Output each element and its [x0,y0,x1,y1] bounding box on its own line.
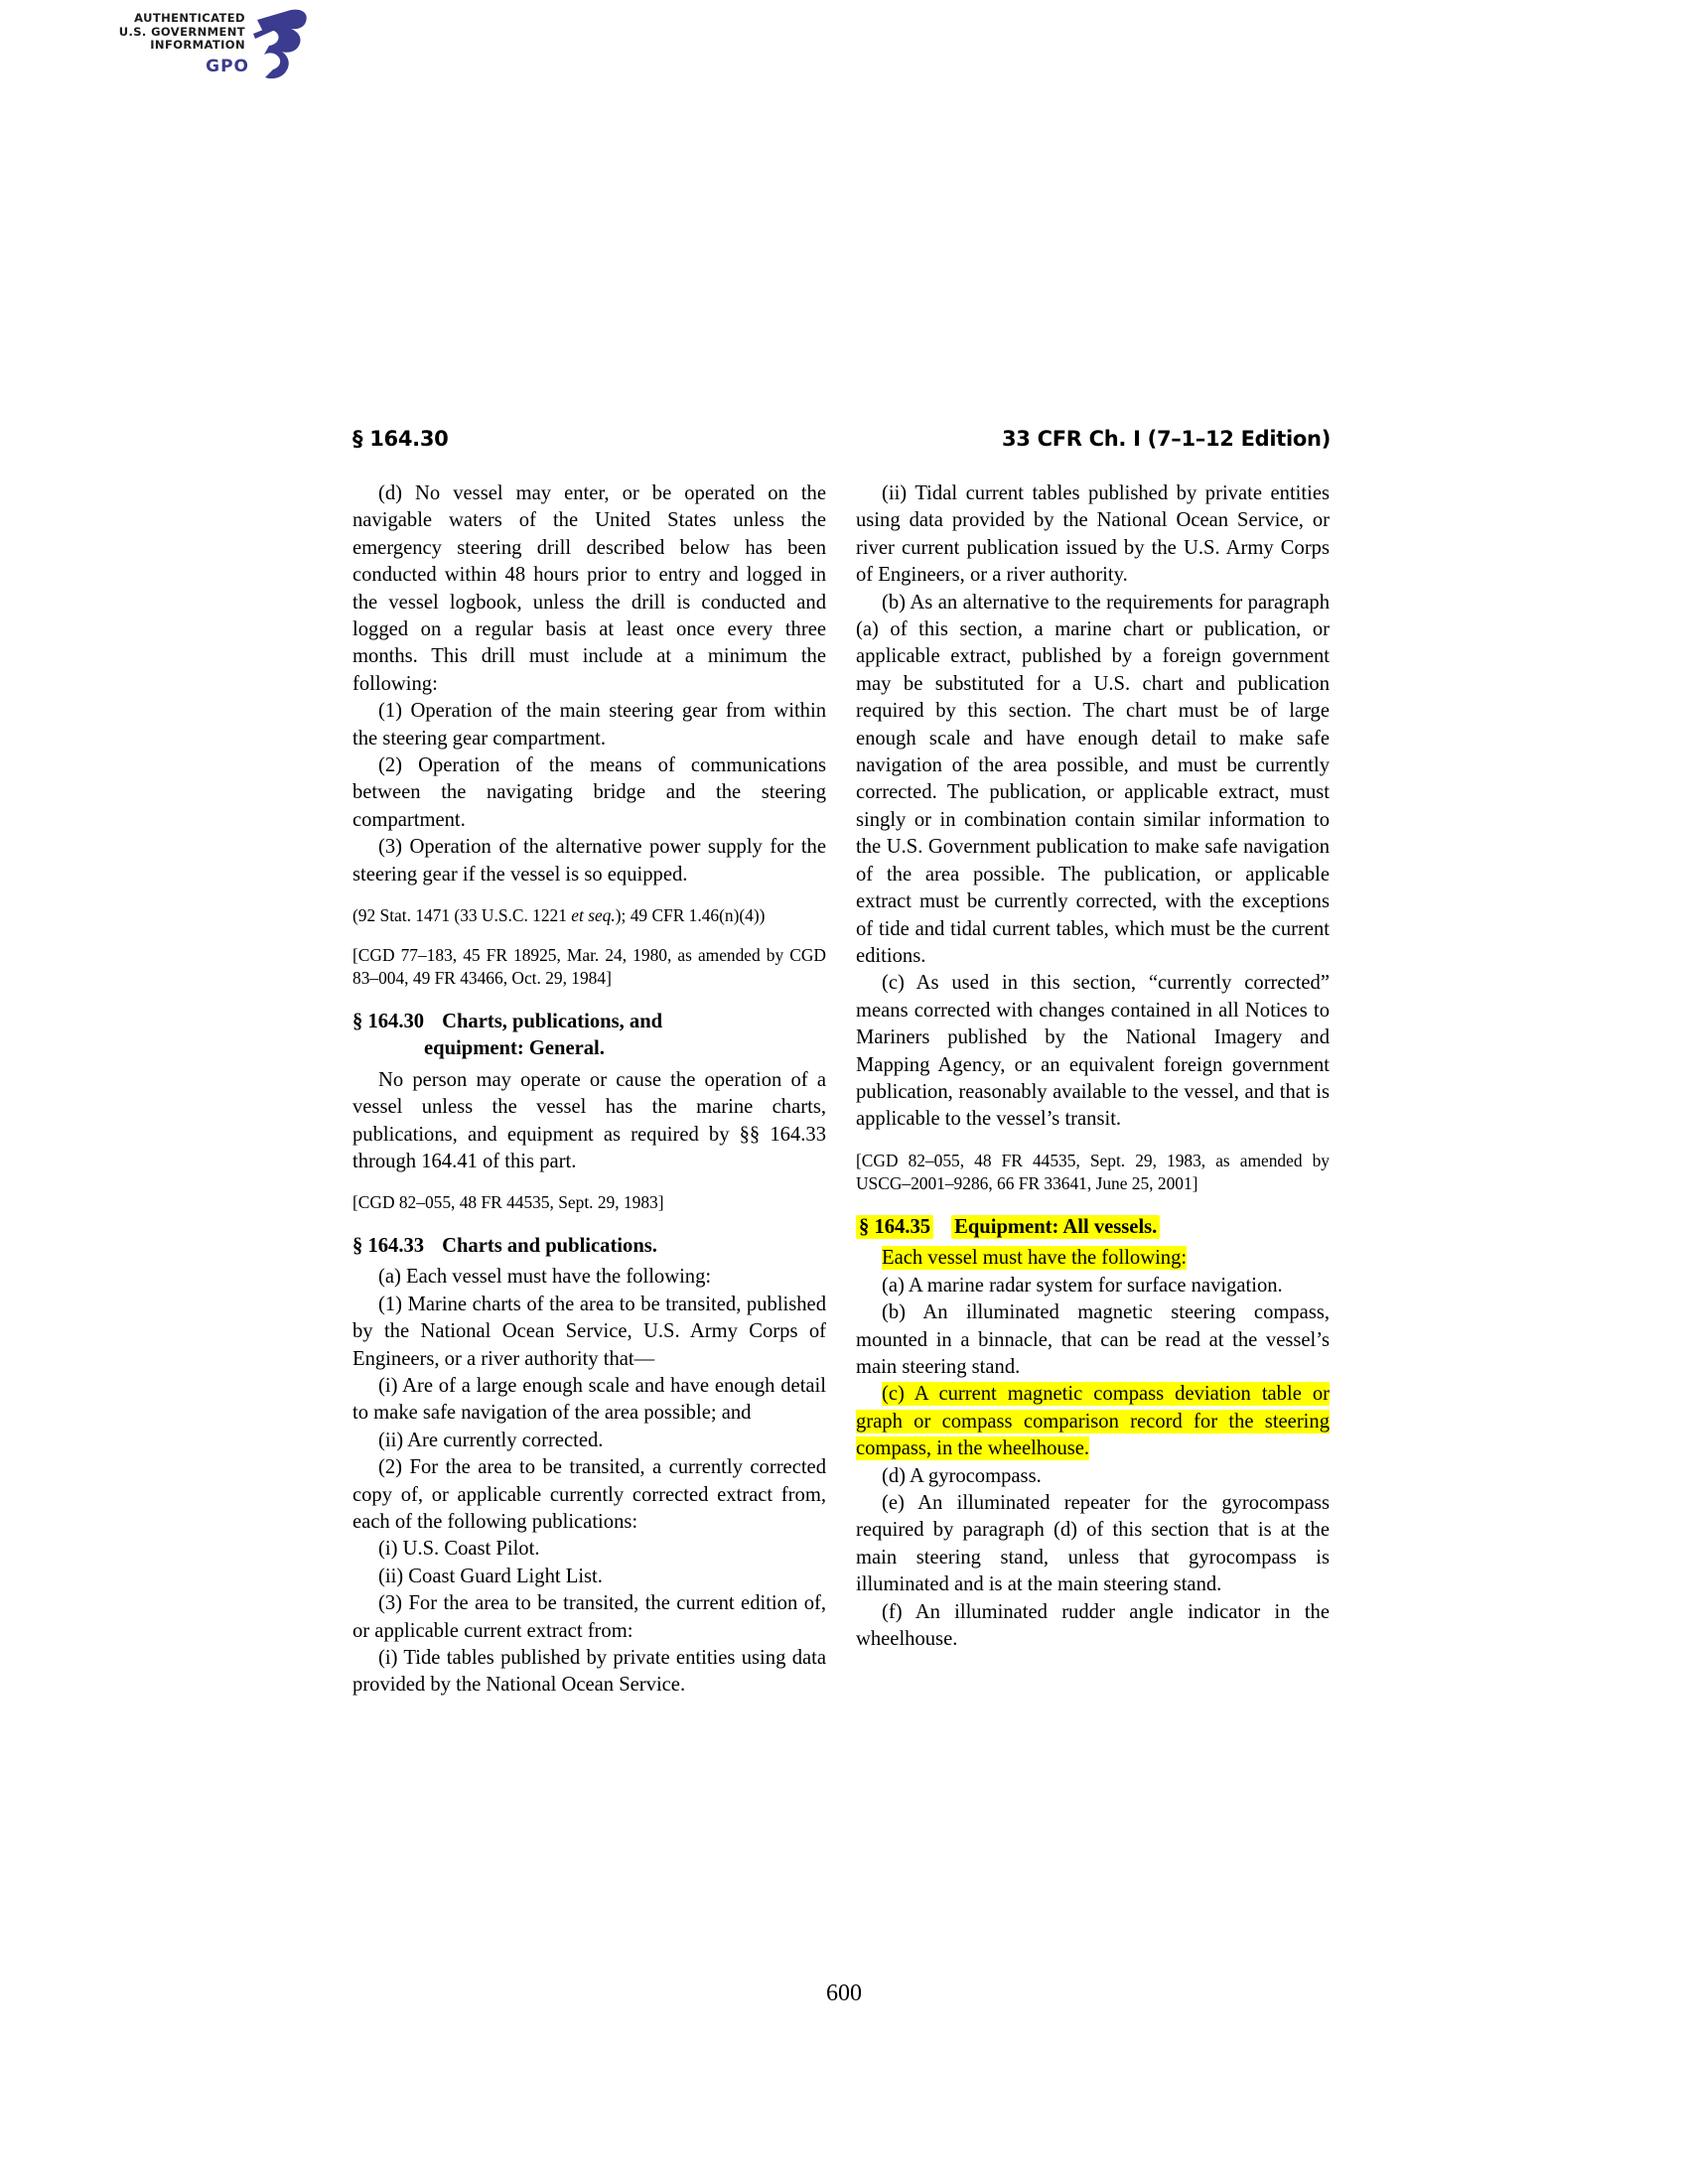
gpo-logo-text [119,12,245,53]
section-heading-164-33-number: § 164.33 [352,1234,425,1257]
left-column [352,480,826,1700]
section-heading-164-30-title-line2: equipment: General. [424,1037,605,1060]
paragraph-d-1: (1) Operation of the main steering gear from within the steering gear compartment. [352,700,826,750]
paragraph-a: (a) Each vessel must have the following: [378,1266,712,1289]
paragraph-a-1: (1) Marine charts of the area to be transited, published by the National Ocean Service, U.S. Army Corps of Engineers, or a river authority that— [352,1293,826,1370]
section-heading-164-35 [856,1214,1330,1241]
section-heading-164-33 [352,1233,826,1260]
paragraph-a-1-ii: (ii) Are currently corrected. [378,1429,604,1451]
paragraph-eq-d: (d) A gyrocompass. [882,1464,1042,1487]
section-164-30-body: No person may operate or cause the operation of a vessel unless the vessel has the marine charts, publications, and equipment as required by §§ 164.33 through 164.41 of this part. [352,1068,826,1172]
running-head-section: § 164.30 [352,427,449,451]
citation-statute-pre: (92 Stat. 1471 (33 U.S.C. 1221 [352,905,572,926]
paragraph-d-2: (2) Operation of the means of communications between the navigating bridge and the steering compartment. [352,754,826,831]
running-head [352,427,1331,451]
paragraph-eq-b: (b) An illuminated magnetic steering compass, mounted in a binnacle, that can be read at the vessel’s main steering stand. [856,1301,1330,1378]
right-column [856,480,1330,1700]
eagle-icon [251,8,313,82]
gpo-logo-mark: GPO [206,57,249,76]
paragraph-a-2-i: (i) U.S. Coast Pilot. [378,1538,540,1561]
section-heading-164-30 [352,1009,826,1063]
paragraph-a-3-ii: (ii) Tidal current tables published by private entities using data provided by the National Ocean Service, or river current publication issued by the U.S. Army Corps of Engineers, or a river authority. [856,482,1330,587]
paragraph-eq-e: (e) An illuminated repeater for the gyrocompass required by paragraph (d) of this section that is at the main steering stand, unless that gyrocompass is illuminated and is at the main steering stand. [856,1492,1330,1596]
paragraph-d: (d) No vessel may enter, or be operated on the navigable waters of the United States unless the emergency steering drill described below has been conducted within 48 hours prior to entry and logged in the vessel logbook, unless the drill is conducted and logged on a regular basis at least once every three months. This drill must include at a minimum the following: [352,482,826,695]
citation-statute-italic: et seq. [571,905,616,926]
paragraph-d-3: (3) Operation of the alternative power supply for the steering gear if the vessel is so equipped. [352,836,826,886]
section-heading-164-35-title: Equipment: All vessels. [951,1215,1160,1239]
citation-statute-post: ); 49 CFR 1.46(n)(4)) [615,905,766,926]
gpo-authentication-logo [94,8,313,82]
paragraph-a-3-i: (i) Tide tables published by private entities using data provided by the National Ocean Service. [352,1647,826,1697]
paragraph-a-2-ii: (ii) Coast Guard Light List. [378,1565,603,1587]
gpo-logo-line-2: U.S. GOVERNMENT [118,24,245,39]
paragraph-b: (b) As an alternative to the requirements for paragraph (a) of this section, a marine chart or publication, or applicable extract, published by a foreign government may be substituted for a U.S. chart and publication required by this section. The chart must be of large enough scale and have enough detail to make safe navigation of the area possible, and must be currently corrected. The publication, or applicable extract, must singly or in combination contain similar information to the U.S. Government publication to make safe navigation of the area possible. The publication, or applicable extract must be currently corrected, with the exceptions of tide and tidal current tables, which must be the current editions. [856,591,1330,967]
paragraph-a-2: (2) For the area to be transited, a currently corrected copy of, or applicable currently corrected extract from, each of the following publications: [352,1456,826,1533]
running-head-edition: 33 CFR Ch. I (7–1–12 Edition) [1002,427,1331,451]
citation-cgd-77-183: [CGD 77–183, 45 FR 18925, Mar. 24, 1980, as amended by CGD 83–004, 49 FR 43466, Oct. 29, 1984] [352,944,826,989]
citation-statute [352,904,826,928]
paragraph-c: (c) As used in this section, “currently corrected” means corrected with changes contained in all Notices to Mariners published by the National Imagery and Mapping Agency, or an equivalent foreign government publication, reasonably available to the vessel, and that is applicable to the vessel’s transit. [856,972,1330,1131]
section-heading-164-35-number: § 164.35 [856,1215,933,1239]
paragraph-a-1-i: (i) Are of a large enough scale and have enough detail to make safe navigation of the area possible; and [352,1374,826,1425]
paragraph-eq-c [856,1381,1330,1462]
section-heading-164-33-title: Charts and publications. [442,1234,657,1257]
paragraph-a-3: (3) For the area to be transited, the current edition of, or applicable current extract from: [352,1592,826,1642]
page-number: 600 [826,1980,862,2006]
citation-cgd-82-055-amended: [CGD 82–055, 48 FR 44535, Sept. 29, 1983, as amended by USCG–2001–9286, 66 FR 33641, June 25, 2001] [856,1150,1330,1194]
body-columns [352,480,1331,1700]
paragraph-eq-c-text: (c) A current magnetic compass deviation table or graph or compass comparison record for the steering compass, in the wheelhouse. [856,1383,1330,1460]
gpo-logo-line-1: AUTHENTICATED [134,11,245,25]
citation-cgd-82-055: [CGD 82–055, 48 FR 44535, Sept. 29, 1983] [352,1192,664,1213]
section-heading-164-30-title-line1: Charts, publications, and [442,1010,663,1032]
section-164-35-lead-text: Each vessel must have the following: [882,1247,1188,1270]
paragraph-eq-f: (f) An illuminated rudder angle indicator in the wheelhouse. [856,1600,1330,1651]
section-164-35-lead [856,1245,1330,1272]
paragraph-eq-a: (a) A marine radar system for surface navigation. [882,1274,1283,1297]
section-heading-164-30-number: § 164.30 [352,1010,425,1032]
gpo-logo-line-3: INFORMATION [150,38,245,52]
